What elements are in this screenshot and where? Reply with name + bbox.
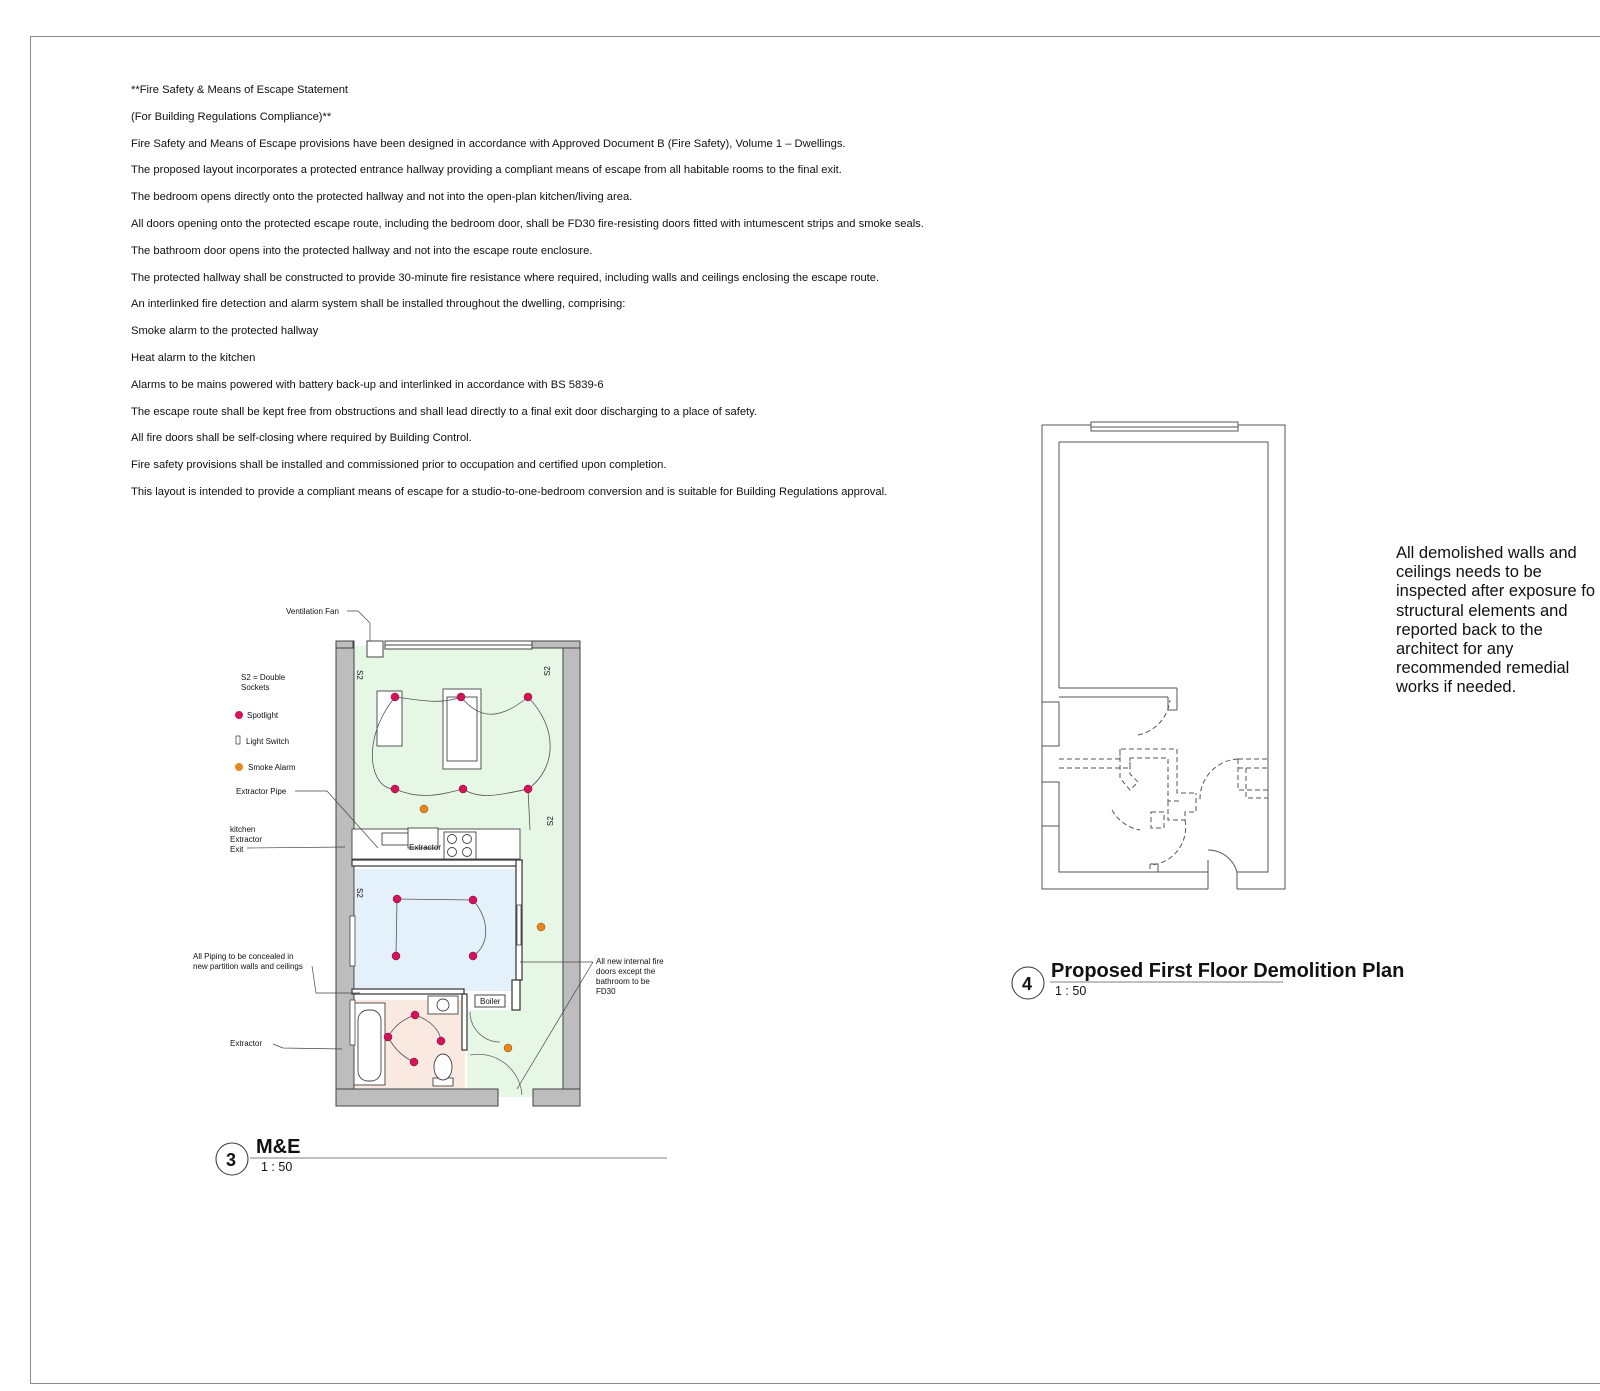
- legend-smoke-alarm-symbol: [235, 763, 243, 771]
- socket-tag: S2: [355, 888, 364, 898]
- view-title: Proposed First Floor Demolition Plan: [1051, 960, 1405, 982]
- extractor-pipe-label: Extractor Pipe: [236, 787, 287, 796]
- view-scale: 1 : 50: [1055, 984, 1087, 998]
- legend-smoke-alarm-label: Smoke Alarm: [248, 763, 296, 772]
- spotlight: [393, 895, 401, 903]
- legend-sockets-label: Sockets: [241, 683, 270, 692]
- legend-spotlight-label: Spotlight: [247, 711, 279, 720]
- note-line: architect for any: [1396, 639, 1514, 658]
- side-window: [1042, 702, 1059, 746]
- spotlight: [469, 896, 477, 904]
- side-window: [1042, 782, 1059, 826]
- legend-light-switch-label: Light Switch: [246, 737, 290, 746]
- kitchen-extractor-label: Extractor: [409, 843, 442, 852]
- spotlight: [469, 952, 477, 960]
- statement-line: The bathroom door opens into the protected hallway and not into the escape route enclosure.: [131, 244, 593, 257]
- statement-line: Alarms to be mains powered with battery back-up and interlinked in accordance with BS 5839-6: [131, 378, 604, 391]
- spotlight: [457, 693, 465, 701]
- entrance-fill: [467, 1010, 527, 1097]
- fire-door-note: doors except the: [596, 967, 656, 976]
- demolished-walls: [1059, 700, 1268, 872]
- view-number: 3: [226, 1150, 237, 1170]
- spotlight: [524, 693, 532, 701]
- socket-tag: S2: [543, 666, 552, 676]
- statement-line: An interlinked fire detection and alarm system shall be installed throughout the dwelling, comprising:: [131, 298, 626, 311]
- piping-note: new partition walls and ceilings: [193, 962, 303, 971]
- note-line: ceilings needs to be: [1396, 563, 1542, 582]
- fire-door-note: bathroom to be: [596, 977, 650, 986]
- bathroom-extractor-label: Extractor: [230, 1039, 263, 1048]
- statement-line: The proposed layout incorporates a protected entrance hallway providing a compliant means of escape from all habitable rooms to the final exit.: [131, 164, 842, 177]
- spotlight: [524, 785, 532, 793]
- note-line: inspected after exposure fo: [1396, 582, 1596, 601]
- kitchen-exit-label: Extractor: [230, 835, 263, 844]
- top-window: [385, 641, 532, 649]
- statement-line: The bedroom opens directly onto the protected hallway and not into the open-plan kitchen/living area.: [131, 191, 633, 204]
- smoke-alarm: [537, 923, 545, 931]
- view-number: 4: [1022, 974, 1033, 994]
- kitchen-exit-label: kitchen: [230, 825, 256, 834]
- statement-line: The protected hallway shall be constructed to provide 30-minute fire resistance where required, including walls and ceilings enclosing the escape route.: [131, 271, 880, 284]
- legend-spotlight-symbol: [235, 711, 243, 719]
- note-line: All demolished walls and: [1396, 544, 1577, 562]
- legend-light-switch-symbol: [236, 736, 240, 744]
- bedroom-fill: [355, 869, 516, 991]
- piping-note: All Piping to be concealed in: [193, 952, 294, 961]
- spotlight: [391, 693, 399, 701]
- statement-line: All doors opening onto the protected escape route, including the bedroom door, shall be FD30 fire-resisting doors fitted with intumescent strips and smoke seals.: [131, 217, 924, 230]
- note-line: works if needed.: [1396, 678, 1517, 697]
- socket-tag: S2: [546, 816, 555, 826]
- spotlight: [459, 785, 467, 793]
- me-floor-plan: [193, 607, 667, 1175]
- spotlight: [392, 952, 400, 960]
- statement-line: Fire Safety and Means of Escape provisions have been designed in accordance with Approved Document B (Fire Safety), Volume 1 – Dwellings.: [131, 137, 846, 150]
- demolition-title-block: [1012, 960, 1404, 999]
- kitchen-exit-label: Exit: [230, 845, 244, 854]
- spotlight: [384, 1033, 392, 1041]
- boiler-label: Boiler: [480, 997, 501, 1006]
- spotlight: [411, 1011, 419, 1019]
- view-title: M&E: [256, 1136, 301, 1158]
- spotlight: [437, 1037, 445, 1045]
- statement-line: Heat alarm to the kitchen: [131, 351, 256, 364]
- smoke-alarm: [504, 1044, 512, 1052]
- spotlight: [391, 785, 399, 793]
- note-line: reported back to the: [1396, 620, 1543, 639]
- statement-line: Fire safety provisions shall be installed and commissioned prior to occupation and certified upon completion.: [131, 459, 667, 472]
- spotlight: [410, 1058, 418, 1066]
- statement-line: Smoke alarm to the protected hallway: [131, 325, 319, 338]
- ventilation-fan-symbol: [367, 641, 383, 657]
- statement-line: This layout is intended to provide a compliant means of escape for a studio-to-one-bedroom conversion and is suitable for Building Regulations approval.: [131, 485, 888, 498]
- inner-wall-line: [1059, 442, 1268, 872]
- socket-tag: S2: [355, 670, 364, 680]
- statement-line: All fire doors shall be self-closing where required by Building Control.: [131, 432, 472, 445]
- smoke-alarm: [420, 805, 428, 813]
- legend-sockets-label: S2 = Double: [241, 673, 286, 682]
- fire-door-note: All new internal fire: [596, 957, 664, 966]
- outer-wall-line: [1042, 425, 1208, 889]
- fire-door-note: FD30: [596, 987, 616, 996]
- view-scale: 1 : 50: [261, 1160, 293, 1174]
- note-line: recommended remedial: [1396, 659, 1570, 678]
- statement-line: **Fire Safety & Means of Escape Statement: [131, 84, 349, 96]
- note-line: structural elements and: [1396, 601, 1568, 620]
- ventilation-fan-label: Ventilation Fan: [286, 607, 339, 616]
- statement-line: (For Building Regulations Compliance)**: [131, 110, 332, 123]
- statement-line: The escape route shall be kept free from obstructions and shall lead directly to a final exit door discharging to a place of safety.: [131, 405, 758, 418]
- demolition-floor-plan: [1042, 422, 1285, 889]
